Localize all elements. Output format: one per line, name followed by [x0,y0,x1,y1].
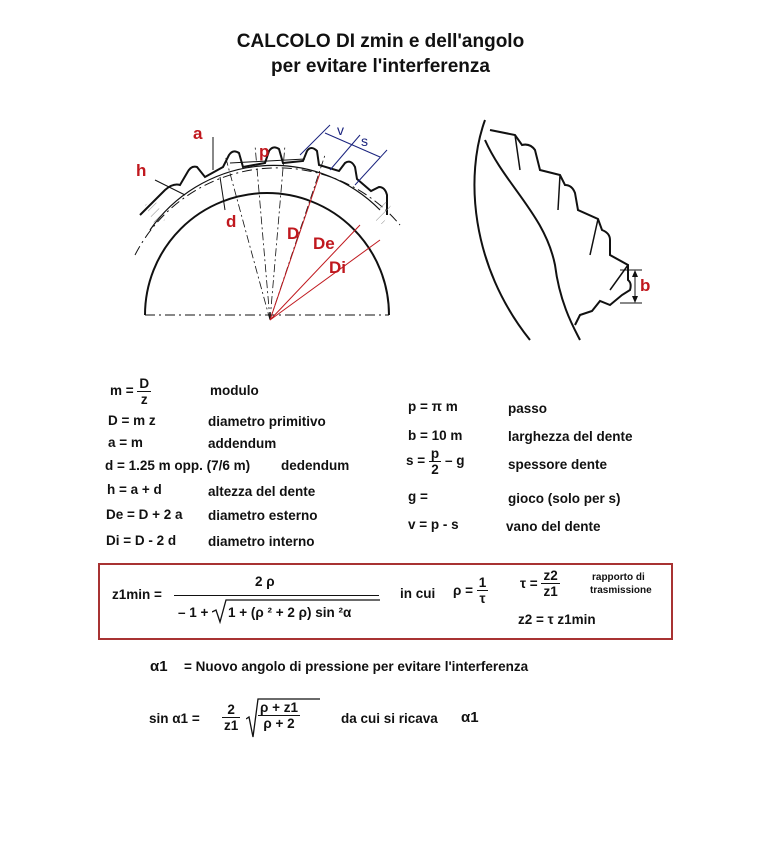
desc-modulo: modulo [210,383,259,398]
formula-b: b = 10 m [408,428,463,443]
gear-diagram-front [125,115,415,345]
alpha-tail-symbol: α1 [461,709,479,726]
label-Di: Di [329,258,346,277]
label-D: D [287,224,300,243]
label-p: p [259,142,270,161]
tau-formula: τ = $\frac{z2}{z1}$ [520,568,558,599]
desc-diametro-esterno: diametro esterno [208,508,318,523]
desc-gioco: gioco (solo per s) [508,491,621,506]
alpha-symbol: α1 [150,658,168,675]
formula-D: D = m z [108,413,156,428]
formula-g: g = [408,489,428,504]
sin-alpha-lhs: sin α1 = [149,711,200,726]
formula-v: v = p - s [408,517,459,532]
zmin-formula-box [98,563,673,640]
formula-h: h = a + d [107,482,162,497]
tau-desc-1: rapporto di [592,572,645,583]
label-h: h [136,161,147,180]
label-b: b [640,276,651,295]
zmin-incui: in cui [400,586,436,601]
zmin-lhs: z1min = [112,587,162,602]
sin-alpha-radicand: $\frac{\rho + z1}{\rho + 2}$ [260,700,298,731]
formula-d: d = 1.25 m opp. (7/6 m) [105,458,251,473]
label-d: d [226,212,237,231]
desc-passo: passo [508,401,548,416]
formula-s: s = $\frac{p}{2}$ – g [406,446,465,477]
desc-larghezza: larghezza del dente [508,429,633,444]
desc-spessore: spessore dente [508,457,608,472]
z2-formula: z2 = τ z1min [518,612,596,627]
sin-alpha-fraction: $\frac{2}{z1}$ [224,702,239,733]
label-a: a [193,124,203,143]
zmin-numerator: 2 ρ [255,574,275,589]
desc-diametro-interno: diametro interno [208,534,315,549]
formula-m: m = $\frac{D}{z}$ [110,376,150,407]
desc-vano: vano del dente [506,519,601,534]
formula-a: a = m [108,435,143,450]
desc-altezza: altezza del dente [208,484,316,499]
desc-dedendum: dedendum [281,458,350,473]
zmin-fraction-bar [174,595,379,596]
page-title-line2: per evitare l'interferenza [271,56,490,77]
page-title-line1: CALCOLO DI zmin e dell'angolo [236,31,525,52]
formula-p: p = π m [408,399,458,414]
gear-diagram-side [460,115,660,350]
label-v: v [337,122,344,138]
formula-De: De = D + 2 a [106,507,183,522]
alpha-description: = Nuovo angolo di pressione per evitare l'interferenza [184,659,529,674]
desc-diametro-primitivo: diametro primitivo [208,414,326,429]
zmin-den-radicand: 1 + (ρ ² + 2 ρ) sin ²α [228,605,352,620]
label-De: De [313,234,335,253]
alpha-tail: da cui si ricava [341,711,438,726]
tau-desc-2: trasmissione [590,585,652,596]
desc-addendum: addendum [208,436,277,451]
rho-formula: ρ = $\frac{1}{\tau}$ [453,575,487,606]
formula-Di: Di = D - 2 d [106,533,177,548]
zmin-den-pre: – 1 + [178,605,209,620]
label-s: s [361,133,368,149]
